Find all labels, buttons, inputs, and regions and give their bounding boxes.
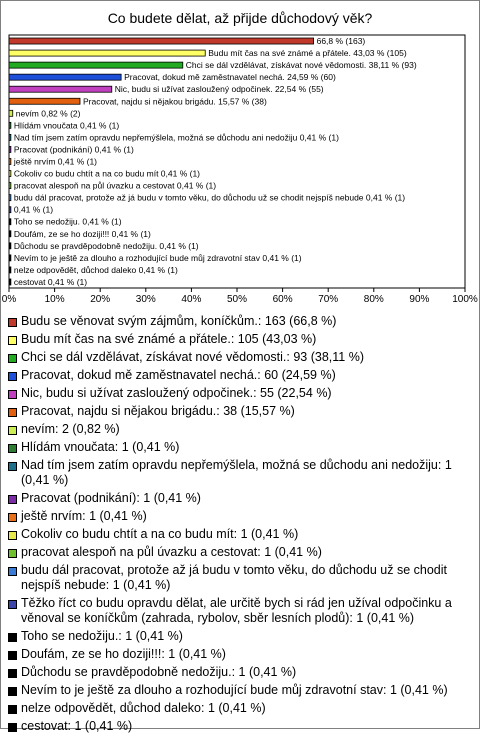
bar — [9, 195, 11, 201]
legend-label: Důchodu se pravděpodobně nedožiju.: 1 (0,41 %) — [21, 665, 297, 679]
x-tick-label: 40% — [181, 294, 202, 305]
legend-swatch — [8, 651, 17, 660]
legend-label: Hlídám vnoučata: 1 (0,41 %) — [21, 440, 180, 454]
x-tick-label: 100% — [452, 294, 478, 305]
legend-swatch — [8, 567, 17, 576]
legend-swatch — [8, 444, 17, 453]
legend-label: Cokoliv co budu chtít a na co budu mít: 1 (0,41 %) — [21, 527, 299, 541]
bar-label: Pracovat, najdu si nějakou brigádu. 15,57 % (38) — [82, 96, 267, 107]
legend-item — [8, 368, 470, 383]
legend-label: Nad tím jsem zatím opravdu nepřemýšlela, možná se důchodu ani nedožiju: 1 (0,41 %) — [21, 458, 452, 487]
legend-label: pracovat alespoň na půl úvazku a cestovat: 1 (0,41 %) — [21, 545, 322, 559]
legend-item — [8, 509, 470, 524]
bar-label: cestovat 0,41 % (1) — [13, 276, 88, 287]
legend-swatch — [8, 669, 17, 678]
bar — [9, 98, 80, 104]
legend-label: Budu mít čas na své známé a přátele.: 105 (43,03 %) — [21, 332, 317, 346]
legend-swatch — [8, 549, 17, 558]
legend-swatch — [8, 408, 17, 417]
bar-label: pracovat alespoň na půl úvazku a cestovat 0,41 % (1) — [13, 180, 217, 191]
legend-item — [8, 683, 470, 698]
bar — [9, 74, 121, 80]
legend-swatch — [8, 687, 17, 696]
bar — [9, 255, 11, 261]
legend-swatch — [8, 513, 17, 522]
x-tick-label: 30% — [135, 294, 156, 305]
bar-label: Důchodu se pravděpodobně nedožiju. 0,41 % (1) — [13, 240, 199, 251]
bar-label: Pracovat (podnikání) 0,41 % (1) — [13, 144, 134, 155]
legend-label: Pracovat, najdu si nějakou brigádu.: 38 (15,57 %) — [21, 404, 295, 418]
bar — [9, 122, 11, 128]
legend-swatch — [8, 531, 17, 540]
legend-item — [8, 563, 470, 593]
bar-label: nevím 0,82 % (2) — [15, 108, 81, 119]
bar — [9, 243, 11, 249]
legend-swatch — [8, 372, 17, 381]
bar — [9, 231, 11, 237]
legend-swatch — [8, 354, 17, 363]
legend-swatch — [8, 336, 17, 345]
bar-label: 66,8 % (163) — [316, 36, 366, 47]
legend-swatch — [8, 390, 17, 399]
bar — [9, 279, 11, 285]
legend-swatch — [8, 426, 17, 435]
legend-swatch — [8, 318, 17, 327]
legend-item — [8, 458, 470, 488]
legend-label: Chci se dál vzdělávat, získávat nové vědomosti.: 93 (38,11 %) — [21, 350, 364, 364]
x-tick-label: 60% — [272, 294, 293, 305]
bar — [9, 219, 11, 225]
legend-label: Nevím to je ještě za dlouho a rozhodující bude můj zdravotní stav: 1 (0,41 %) — [21, 683, 448, 697]
bar-label: Doufám, ze se ho doziji!!! 0,41 % (1) — [13, 228, 151, 239]
bar-label: Hlídám vnoučata 0,41 % (1) — [13, 120, 120, 131]
legend-swatch — [8, 600, 17, 609]
legend-label: Pracovat (podnikání): 1 (0,41 %) — [21, 491, 201, 505]
bar — [9, 50, 205, 56]
legend-item — [8, 545, 470, 560]
bar-label: Toho se nedožiju. 0,41 % (1) — [13, 216, 122, 227]
legend-swatch — [8, 723, 17, 732]
legend-item — [8, 596, 470, 626]
bar-label: 0,41 % (1) — [13, 204, 54, 215]
legend-item — [8, 332, 470, 347]
legend-label: budu dál pracovat, protože až já budu v tomto věku, do důchodu už se chodit nejspíš nebude: 1 (0,41 %) — [21, 563, 447, 592]
bar — [9, 110, 13, 116]
legend-label: nevím: 2 (0,82 %) — [21, 422, 120, 436]
legend-swatch — [8, 633, 17, 642]
bar — [9, 86, 112, 92]
legend-item — [8, 422, 470, 437]
legend-item — [8, 629, 470, 644]
x-tick-label: 70% — [318, 294, 339, 305]
legend-item — [8, 527, 470, 542]
bar-chart — [0, 0, 480, 312]
legend-item — [8, 440, 470, 455]
bar — [9, 171, 11, 177]
bar — [9, 207, 11, 213]
x-tick-label: 10% — [44, 294, 65, 305]
legend-label: Pracovat, dokud mě zaměstnavatel nechá.: 60 (24,59 %) — [21, 368, 336, 382]
legend-label: Toho se nedožiju.: 1 (0,41 %) — [21, 629, 183, 643]
legend-item — [8, 386, 470, 401]
x-tick-label: 90% — [409, 294, 430, 305]
bar-label: Cokoliv co budu chtít a na co budu mít 0,41 % (1) — [13, 168, 201, 179]
legend-label: Budu se věnovat svým zájmům, koníčkům.: 163 (66,8 %) — [21, 314, 337, 328]
x-tick-label: 80% — [363, 294, 384, 305]
legend-swatch — [8, 495, 17, 504]
x-tick-label: 0% — [1, 294, 17, 305]
bar-label: budu dál pracovat, protože až já budu v tomto věku, do důchodu už se chodit nejspíš nebude 0,41 % (1) — [13, 192, 406, 203]
bar — [9, 62, 183, 68]
bar — [9, 134, 11, 140]
legend-item — [8, 665, 470, 680]
bar-label: Nic, budu si užívat zasloužený odpočinek. 22,54 % (55) — [114, 84, 324, 95]
bar — [9, 159, 11, 165]
bar-label: Nevím to je ještě za dlouho a rozhodující bude můj zdravotní stav 0,41 % (1) — [13, 252, 302, 263]
chart-legend — [8, 314, 470, 737]
legend-swatch — [8, 705, 17, 714]
bar — [9, 38, 314, 44]
legend-label: Nic, budu si užívat zasloužený odpočinek.: 55 (22,54 %) — [21, 386, 332, 400]
legend-item — [8, 314, 470, 329]
legend-label: nelze odpovědět, důchod daleko: 1 (0,41 %) — [21, 701, 266, 715]
legend-item — [8, 491, 470, 506]
bar-label: Nad tím jsem zatím opravdu nepřemýšlela, možná se důchodu ani nedožiju 0,41 % (1) — [13, 132, 339, 143]
legend-label: ještě nrvím: 1 (0,41 %) — [21, 509, 147, 523]
legend-item — [8, 350, 470, 365]
legend-item — [8, 719, 470, 734]
legend-item — [8, 701, 470, 716]
bar — [9, 267, 11, 273]
chart-title: Co budete dělat, až přijde důchodový věk? — [107, 10, 373, 26]
x-tick-label: 20% — [90, 294, 111, 305]
legend-swatch — [8, 462, 17, 471]
bar-label: ještě nrvím 0,41 % (1) — [13, 156, 98, 167]
legend-item — [8, 404, 470, 419]
bar-label: Budu mít čas na své známé a přátele. 43,03 % (105) — [208, 48, 407, 59]
bar-label: Pracovat, dokud mě zaměstnavatel nechá. 24,59 % (60) — [124, 72, 336, 83]
bar — [9, 146, 11, 152]
x-tick-label: 50% — [226, 294, 248, 305]
bar — [9, 183, 11, 189]
bar-label: Chci se dál vzdělávat, získávat nové vědomosti. 38,11 % (93) — [185, 60, 417, 71]
legend-label: cestovat: 1 (0,41 %) — [21, 719, 133, 733]
bar-label: nelze odpovědět, důchod daleko 0,41 % (1) — [13, 264, 178, 275]
legend-label: Doufám, ze se ho doziji!!!: 1 (0,41 %) — [21, 647, 226, 661]
legend-item — [8, 647, 470, 662]
legend-label: Těžko říct co budu opravdu dělat, ale určitě bych si rád jen užíval odpočinku a věnoval se koníčkům (zahrada, rybolov, sběr lesních plodů): 1 (0,41 %) — [21, 596, 452, 625]
